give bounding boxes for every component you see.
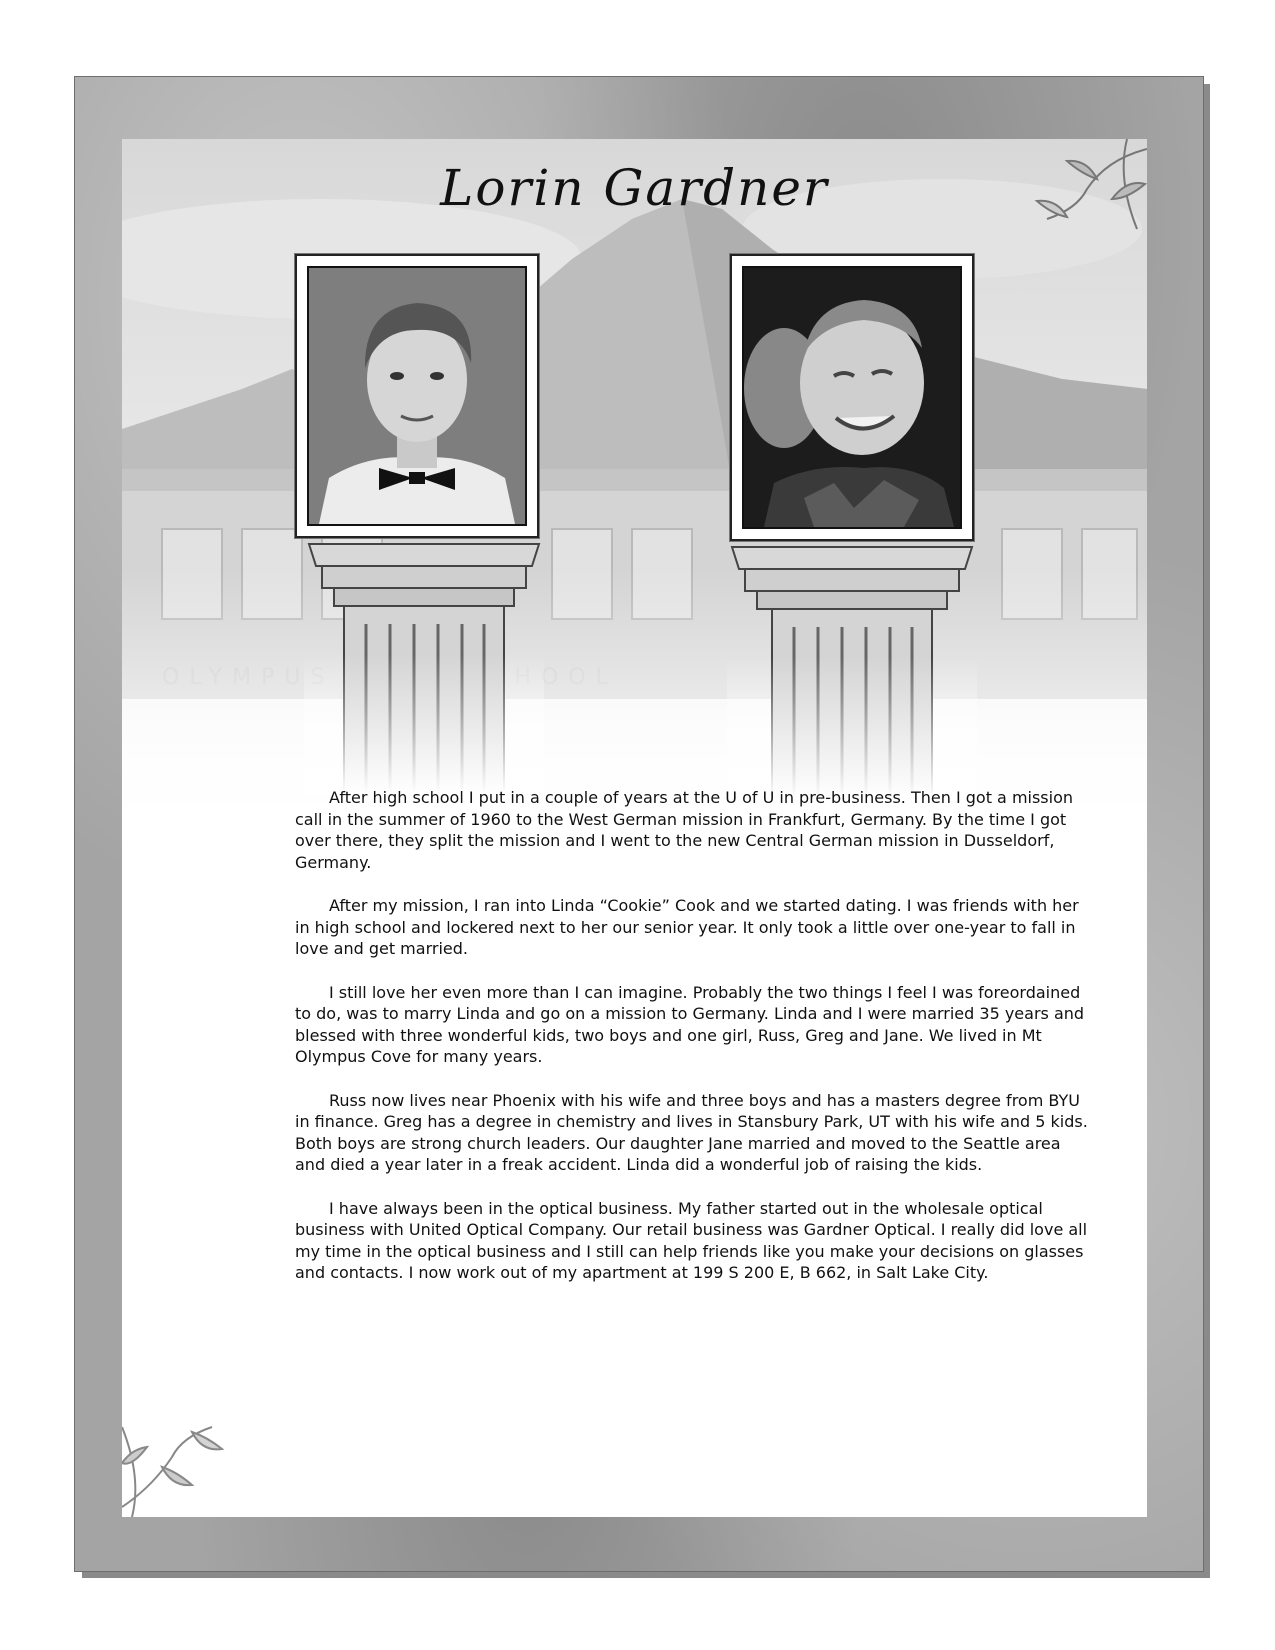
pillar-right	[727, 537, 977, 799]
paragraph-4: Russ now lives near Phoenix with his wife and three boys and has a masters degree from BYU in finance. Greg has a degree in chemistry and lives in Stansbury Park, UT with his wife and 5 kids. Both boys are strong church leaders. Our daughter Jane married and moved to the Seattle area and died a year later in a freak accident. Linda did a wonderful job of raising the kids.	[295, 1090, 1088, 1174]
paragraph-1: After high school I put in a couple of years at the U of U in pre-business. Then I got a mission call in the summer of 1960 to the West German mission in Frankfurt, Germany. By the time I got over there, they split the mission and I went to the new Central German mission in Dusseldorf, Germany.	[295, 788, 1074, 872]
flourish-top-right-icon	[1027, 139, 1147, 249]
portrait-older-man-icon	[744, 268, 960, 527]
background-scene	[122, 139, 1147, 839]
paragraph-2: After my mission, I ran into Linda “Cookie” Cook and we started dating. I was friends with her in high school and lockered next to her our senior year. It only took a little over one-year to fall in love and get married.	[295, 896, 1079, 958]
photo-frame-older	[730, 254, 974, 541]
portrait-older	[742, 266, 962, 529]
paragraph-5: I have always been in the optical business. My father started out in the wholesale optical business with United Optical Company. Our retail business was Gardner Optical. I really did love all my time in the optical business and I still can help friends like you make your decisions on glasses and contacts. I now work out of my apartment at 199 S 200 E, B 662, in Salt Lake City.	[295, 1198, 1088, 1282]
pillar-left	[304, 534, 544, 794]
biography-text	[295, 787, 1090, 1306]
paragraph-3: I still love her even more than I can imagine. Probably the two things I feel I was foreordained to do, was to marry Linda and go on a mission to Germany. Linda and I were married 35 years and blessed with three wonderful kids, two boys and one girl, Russ, Greg and Jane. We lived in Mt Olympus Cove for many years.	[295, 982, 1085, 1066]
content-panel	[122, 139, 1147, 1517]
photo-frame-young	[295, 254, 539, 538]
page-title: Lorin Gardner	[440, 159, 829, 217]
building-roofline	[122, 469, 1147, 491]
portrait-young-man-bowtie-icon	[309, 268, 525, 524]
portrait-young	[307, 266, 527, 526]
flourish-bottom-left-icon	[122, 1397, 232, 1517]
page-frame	[74, 76, 1204, 1572]
